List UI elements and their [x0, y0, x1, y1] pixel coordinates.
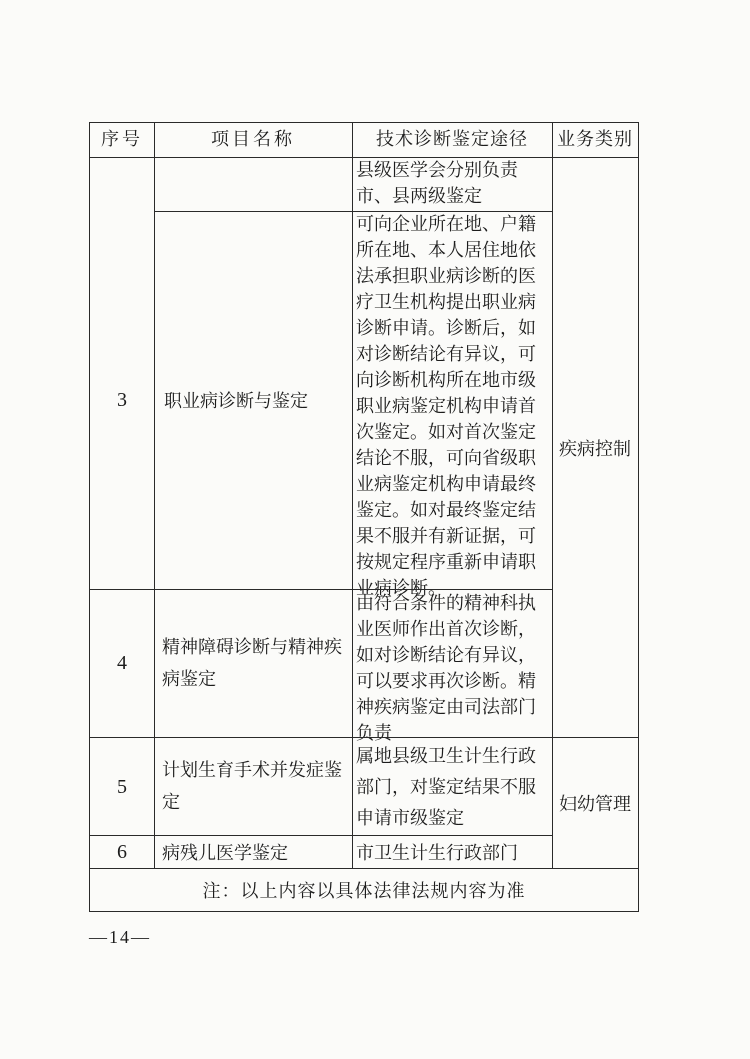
row-6-name-text: 病残儿医学鉴定 — [162, 843, 288, 864]
row-3-serial — [90, 211, 154, 589]
row-3-serial-text: 3 — [117, 388, 127, 411]
category-disease-control — [552, 158, 638, 738]
row-6-name — [154, 836, 352, 868]
row-4-route: 由符合条件的精神科执业医师作出首次诊断，如对诊断结论有异议，可以要求再次诊断。精神疾病鉴定由司法部门负责 — [356, 593, 536, 744]
row-5-serial-text: 5 — [117, 775, 127, 798]
row-cont-route: 县级医学会分别负责市、县两级鉴定 — [356, 160, 518, 207]
grid-line — [90, 835, 552, 836]
document-table — [89, 122, 639, 912]
row-3-name-text: 职业病诊断与鉴定 — [164, 391, 308, 412]
row-3-name — [154, 211, 352, 589]
category-maternal-child-text: 妇幼管理 — [559, 794, 631, 815]
row-3-route: 可向企业所在地、户籍所在地、本人居住地依法承担职业病诊断的医疗卫生机构提出职业病诊断申请。诊断后，如对诊断结论有异议，可向诊断机构所在地市级职业病鉴定机构申请首次鉴定。如对首次鉴定结论不服，可向省级职业病鉴定机构申请最终鉴定。如对最终鉴定结果不服并有新证据，可按规定程序重新申请职业病诊断。 — [356, 214, 536, 599]
table-note — [90, 869, 638, 911]
grid-line — [352, 123, 353, 869]
row-6-serial — [90, 836, 154, 868]
row-5-serial — [90, 738, 154, 836]
row-4-serial — [90, 590, 154, 737]
row-6-route-text: 市卫生计生行政部门 — [356, 843, 518, 864]
row-5-name — [154, 738, 352, 836]
page-number: —14— — [89, 927, 151, 947]
row-6-route — [352, 836, 552, 868]
row-5-route — [352, 738, 552, 836]
grid-line — [154, 123, 155, 869]
grid-line — [90, 157, 638, 158]
grid-line — [552, 123, 553, 869]
header-item-name: 项目名称 — [211, 129, 295, 150]
table-note-text: 注：以上内容以具体法律法规内容为准 — [202, 881, 526, 902]
row-5-name-text: 计划生育手术并发症鉴定 — [162, 760, 342, 813]
grid-line — [90, 868, 638, 869]
grid-line — [90, 589, 552, 590]
header-serial: 序号 — [101, 129, 143, 150]
row-6-serial-text: 6 — [117, 840, 127, 863]
row-5-route-text: 属地县级卫生计生行政部门，对鉴定结果不服申请市级鉴定 — [356, 745, 536, 829]
category-disease-control-text: 疾病控制 — [559, 439, 631, 460]
row-4-name — [154, 590, 352, 737]
category-maternal-child — [552, 738, 638, 868]
grid-line — [154, 211, 552, 212]
header-route: 技术诊断鉴定途径 — [376, 129, 528, 150]
row-4-serial-text: 4 — [117, 652, 127, 674]
header-category: 业务类别 — [557, 129, 633, 150]
grid-line — [90, 737, 638, 738]
row-4-name-text: 精神障碍诊断与精神疾病鉴定 — [162, 636, 342, 690]
